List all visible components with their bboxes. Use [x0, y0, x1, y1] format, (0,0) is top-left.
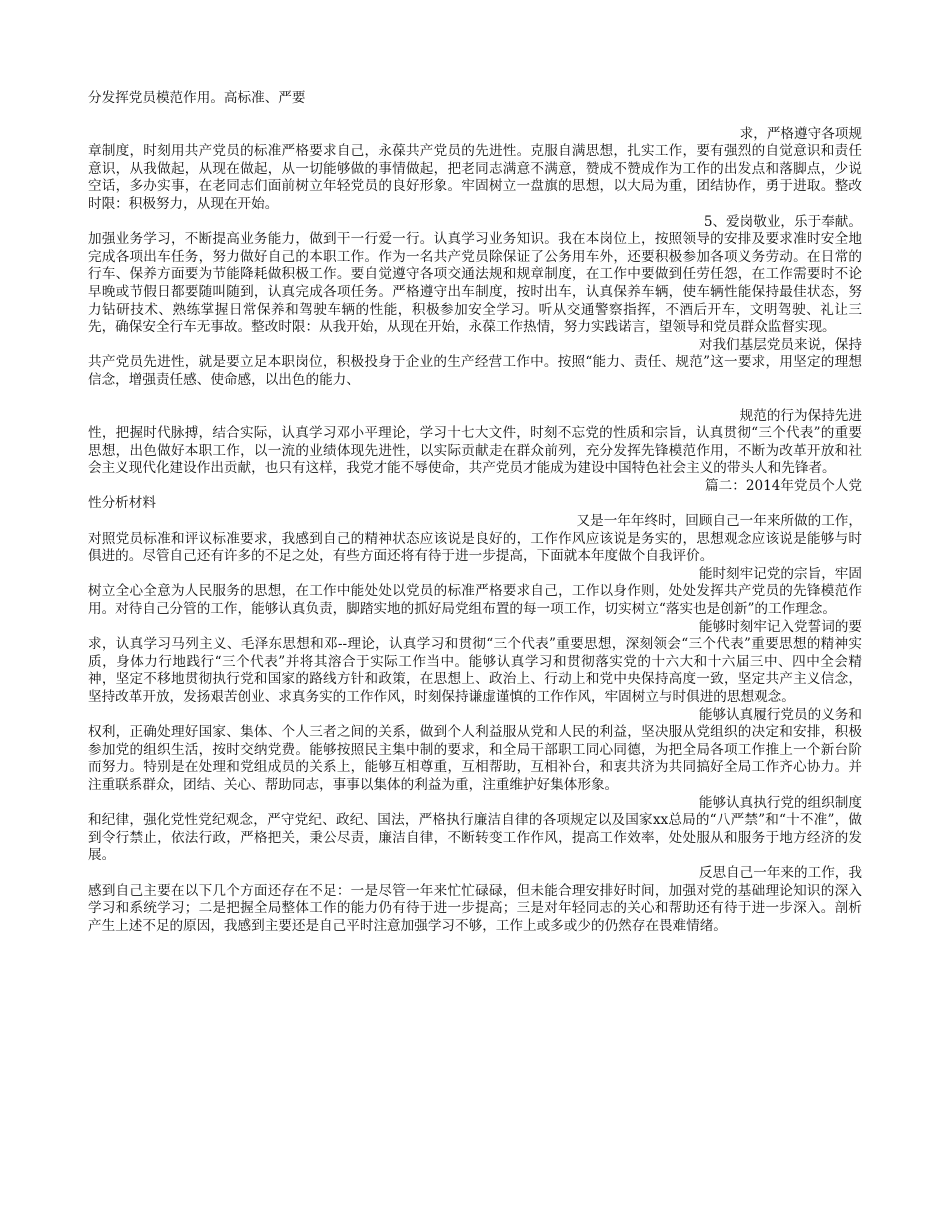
paragraph-8-lead: 能时刻牢记党的宗旨，牢固: [698, 565, 862, 582]
paragraph-11-body: 和纪律，强化党性党纪观念，严守党纪、政纪、国法，严格执行廉洁自律的各项规定以及国家xx总局的“八严禁”和“十不准”，做到令行禁止，依法行政，严格把关，秉公尽责，廉洁自律，不断转变工作作风，提高工作效率，处处服从和服务于地方经济的发展。: [88, 812, 862, 864]
paragraph-7-lead: 又是一年年终时，回顾自己一年来所做的工作，: [576, 513, 862, 530]
paragraph-2-lead: 求，严格遵守各项规: [739, 125, 862, 142]
paragraph-12-lead: 反思自己一年来的工作，我: [698, 864, 862, 881]
paragraph-10-lead: 能够认真履行党员的义务和: [698, 706, 862, 723]
section-heading-lead: 篇二：2014年党员个人党: [705, 477, 862, 494]
paragraph-7-body: 对照党员标准和评议标准要求，我感到自己的精神状态应该说是良好的，工作作风应该说是务实的，思想观念应该说是能够与时俱进的。尽管自己还有许多的不足之处，有些方面还将有待于进一步提高，下面就本年度做个自我评价。: [88, 530, 862, 565]
paragraph-9-lead: 能够时刻牢记入党誓词的要: [698, 618, 862, 635]
paragraph-9-body: 求，认真学习马列主义、毛泽东思想和邓--理论，认真学习和贯彻“三个代表”重要思想，深刻领会“三个代表”重要思想的精神实质，身体力行地践行“三个代表”并将其溶合于实际工作当中。能够认真学习和贯彻落实党的十六大和十六届三中、四中全会精神，坚定不移地贯彻执行党和国家的路线方针和政策，在思想上、政治上、行动上和党中央保持高度一致，坚定共产主义信念，坚持改革开放，发扬艰苦创业、求真务实的工作作风，时刻保持谦虚谨慎的工作作风，牢固树立与时俱进的思想观念。: [88, 636, 862, 705]
paragraph-10-body: 权利，正确处理好国家、集体、个人三者之间的关系，做到个人利益服从党和人民的利益，坚决服从党组织的决定和安排，积极参加党的组织生活，按时交纳党费。能够按照民主集中制的要求，和全局干部职工同心同德，为把全局各项工作推上一个新台阶而努力。特别是在处理和党组成员的关系上，能够互相尊重，互相帮助，互相补台，和衷共济为共同搞好全局工作齐心协力。并注重联系群众，团结、关心、帮助同志，事事以集体的利益为重，注重维护好集体形象。: [88, 724, 862, 793]
section-heading-tail: 性分析材料: [88, 495, 156, 512]
paragraph-12-body: 感到自己主要在以下几个方面还存在不足：一是尽管一年来忙忙碌碌，但未能合理安排好时间，加强对党的基础理论知识的深入学习和系统学习；二是把握全局整体工作的能力仍有待于进一步提高；三是对年轻同志的关心和帮助还有待于进一步深入。剖析产生上述不足的原因，我感到主要还是自己平时注意加强学习不够，工作上或多或少的仍然存在畏难情绪。: [88, 882, 862, 934]
paragraph-3-body: 加强业务学习，不断提高业务能力，做到干一行爱一行。认真学习业务知识。我在本岗位上，按照领导的安排及要求准时安全地完成各项出车任务，努力做好自己的本职工作。作为一名共产党员除保证了公务用车外，还要积极参加各项义务劳动。在日常的行车、保养方面要为节能降耗做积极工作。要自觉遵守各项交通法规和规章制度，在工作中要做到任劳任怨，在工作需要时不论早晚或节假日都要随叫随到，认真完成各项任务。严格遵守出车制度，按时出车，认真保养车辆，使车辆性能保持最佳状态，努力钻研技术、熟练掌握日常保养和驾驶车辆的性能，积极参加安全学习。听从交通警察指挥，不酒后开车，文明驾驶、礼让三先，确保安全行车无事故。整改时限：从我开始，从现在开始，永葆工作热情，努力实践诺言，望领导和党员群众监督实现。: [88, 231, 862, 336]
paragraph-5-body: 性，把握时代脉搏，结合实际，认真学习邓小平理论，学习十七大文件，时刻不忘党的性质和宗旨，认真贯彻“三个代表”的重要思想，出色做好本职工作，以一流的业绩体现先进性，以实际贡献走在群众前列，充分发挥先锋模范作用，不断为改革开放和社会主义现代化建设作出贡献，也只有这样，我党才能不辱使命，共产党员才能成为建设中国特色社会主义的带头人和先锋者。: [88, 425, 862, 477]
paragraph-5-lead: 规范的行为保持先进: [739, 407, 862, 424]
paragraph-4-lead: 对我们基层党员来说，保持: [698, 336, 862, 353]
paragraph-2-body: 章制度，时刻用共产党员的标准严格要求自己，永葆共产党员的先进性。克服自满思想，扎实工作，要有强烈的自觉意识和责任意识，从我做起，从现在做起，从一切能够做的事情做起，把老同志满意不满意，赞成不赞成作为工作的出发点和落脚点，少说空话，多办实事，在老同志们面前树立年轻党员的良好形象。牢固树立一盘旗的思想，以大局为重，团结协作，勇于进取。整改时限：积极努力，从现在开始。: [88, 143, 862, 212]
paragraph-1: 分发挥党员模范作用。高标准、严要: [88, 90, 306, 106]
paragraph-3-lead: 5、爱岗敬业，乐于奉献。: [703, 213, 862, 230]
paragraph-11-lead: 能够认真执行党的组织制度: [698, 794, 862, 811]
paragraph-4-body: 共产党员先进性，就是要立足本职岗位，积极投身于企业的生产经营工作中。按照“能力、责任、规范”这一要求，用坚定的理想信念，增强责任感、使命感，以出色的能力、: [88, 354, 862, 388]
paragraph-8-body: 树立全心全意为人民服务的思想，在工作中能处处以党员的标准严格要求自己，工作以身作则，处处发挥共产党员的先锋模范作用。对待自己分管的工作，能够认真负责，脚踏实地的抓好局党组布置的每一项工作，切实树立“落实也是创新”的工作理念。: [88, 583, 862, 618]
